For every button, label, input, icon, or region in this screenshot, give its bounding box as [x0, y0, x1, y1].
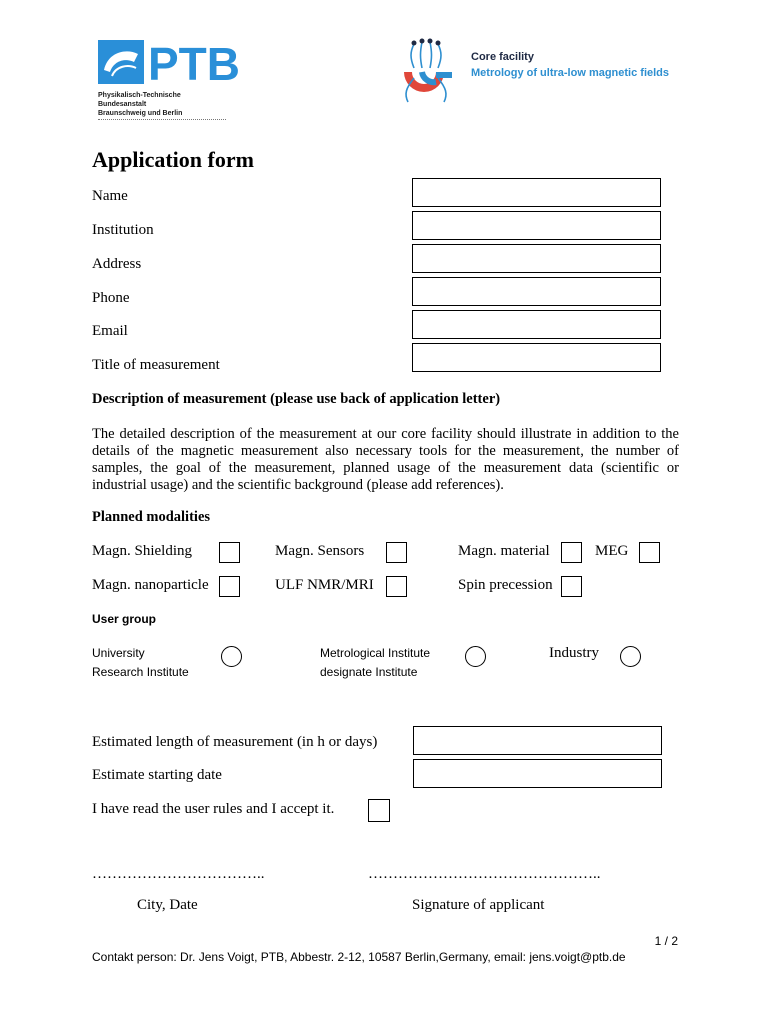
city-date-label: City, Date [137, 897, 198, 913]
modality-nanoparticle-checkbox[interactable] [219, 576, 240, 597]
ptb-rule [98, 119, 226, 120]
user-group-university-label: University [92, 646, 145, 660]
modality-meg-checkbox[interactable] [639, 542, 660, 563]
modality-shielding-checkbox[interactable] [219, 542, 240, 563]
phone-label: Phone [92, 290, 130, 306]
ptb-letters: PTB [148, 38, 240, 90]
address-label: Address [92, 256, 142, 272]
email-label: Email [92, 323, 128, 339]
description-text: The detailed description of the measurement at our core facility should illustrate in addition to the details of the magnetic measurement also necessary tools for the measurement, the number of samples, the goal of the measurement, planned usage of the measurement data (scientific or industrial usage) and the scientific background (please add references). [92, 426, 679, 493]
core-facility-logo [392, 38, 692, 108]
start-label: Estimate starting date [92, 767, 222, 783]
modality-ulf-label: ULF NMR/MRI [275, 577, 374, 593]
page-title: Application form [92, 147, 254, 172]
name-label: Name [92, 188, 128, 204]
user-group-industry-radio[interactable] [620, 646, 641, 667]
core-facility-title: Core facility [471, 51, 534, 63]
modality-nanoparticle-label: Magn. nanoparticle [92, 577, 209, 593]
page-number: 1 / 2 [654, 934, 678, 948]
user-group-industry-label: Industry [549, 645, 599, 661]
city-date-line: …………………………….. [92, 866, 265, 882]
measurement-title-label: Title of measurement [92, 357, 220, 373]
accept-label: I have read the user rules and I accept it. [92, 801, 335, 817]
measurement-title-field[interactable] [412, 343, 661, 372]
user-group-university-radio[interactable] [221, 646, 242, 667]
modalities-heading: Planned modalities [92, 509, 211, 525]
institution-label: Institution [92, 222, 154, 238]
ptb-name-line2: Braunschweig und Berlin [98, 110, 183, 117]
modality-meg-label: MEG [595, 543, 629, 559]
modality-ulf-checkbox[interactable] [386, 576, 407, 597]
modality-spin-label: Spin precession [458, 577, 553, 593]
email-field[interactable] [412, 310, 661, 339]
user-group-designate-label: designate Institute [320, 665, 418, 679]
modality-sensors-label: Magn. Sensors [275, 543, 365, 559]
name-field[interactable] [412, 178, 661, 207]
signature-label: Signature of applicant [412, 897, 545, 913]
user-group-heading: User group [92, 612, 157, 626]
modality-spin-checkbox[interactable] [561, 576, 582, 597]
modality-material-label: Magn. material [458, 543, 550, 559]
ptb-logo [98, 38, 240, 117]
modality-material-checkbox[interactable] [561, 542, 582, 563]
ptb-name-line1: Physikalisch-Technische Bundesanstalt [98, 92, 181, 108]
user-group-metrological-label: Metrological Institute [320, 646, 431, 660]
length-label: Estimated length of measurement (in h or days) [92, 734, 378, 750]
magnet-icon [392, 38, 460, 108]
ptb-logo-mark [98, 38, 240, 90]
modality-sensors-checkbox[interactable] [386, 542, 407, 563]
phone-field[interactable] [412, 277, 661, 306]
user-group-research-label: Research Institute [92, 665, 189, 679]
start-field[interactable] [413, 759, 662, 788]
core-facility-subtitle: Metrology of ultra-low magnetic fields [471, 67, 670, 79]
address-field[interactable] [412, 244, 661, 273]
footer-contact: Contakt person: Dr. Jens Voigt, PTB, Abbestr. 2-12, 10587 Berlin,Germany, email: jens.voigt@ptb.de [92, 950, 626, 964]
user-group-metrological-radio[interactable] [465, 646, 486, 667]
signature-line: ……………………………………….. [368, 866, 601, 882]
length-field[interactable] [413, 726, 662, 755]
institution-field[interactable] [412, 211, 661, 240]
accept-checkbox[interactable] [368, 799, 390, 822]
modality-shielding-label: Magn. Shielding [92, 543, 192, 559]
description-heading: Description of measurement (please use back of application letter) [92, 391, 501, 407]
